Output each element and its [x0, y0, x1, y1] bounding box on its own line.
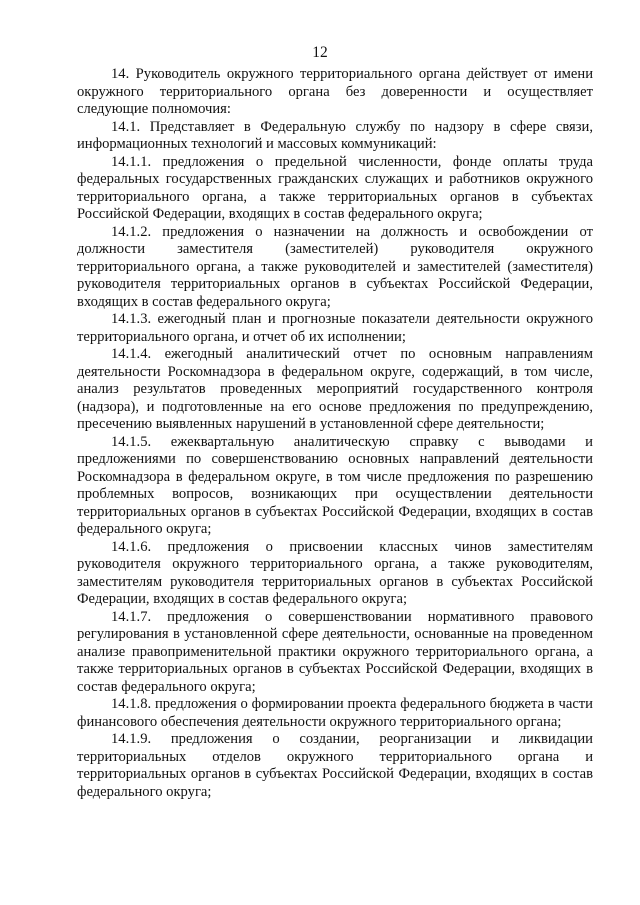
paragraph-14: 14. Руководитель окружного территориального органа действует от имени окружного территориального органа без доверенности и осуществляет следующие полномочия: — [77, 66, 593, 117]
paragraph-14-1-1: 14.1.1. предложения о предельной численности, фонде оплаты труда федеральных государственных гражданских служащих и работников окружного территориального органа, а также территориальных органов в субъектах Российской Федерации, входящих в состав федерального округа; — [77, 153, 593, 222]
paragraph-14-1-2: 14.1.2. предложения о назначении на должность и освобождении от должности заместителя (заместителей) руководителя окружного территориального органа, а также руководителей и заместителей (заместителя) руководителя территориальных органов в субъектах Российской Федерации, входящих в состав федерального округа; — [77, 223, 593, 310]
paragraph-14-1-6: 14.1.6. предложения о присвоении классных чинов заместителям руководителя окружного территориального органа, а также руководителям, заместителям руководителя территориальных органов в субъектах Российской Федерации, входящих в состав федерального округа; — [77, 538, 593, 607]
paragraph-14-1-9: 14.1.9. предложения о создании, реорганизации и ликвидации территориальных отделов окружного территориального органа и территориальных органов в субъектах Российской Федерации, входящих в состав федерального округа; — [77, 731, 593, 800]
document-body — [77, 66, 593, 801]
paragraph-14-1-7: 14.1.7. предложения о совершенствовании нормативного правового регулирования в установленной сфере деятельности, основанные на проведенном анализе правоприменительной практики окружного территориального органа, а также территориальных органов в субъектах Российской Федерации, входящих в состав федерального округа; — [77, 608, 593, 695]
paragraph-14-1-5: 14.1.5. ежеквартальную аналитическую справку с выводами и предложениями по совершенствованию основных направлений деятельности Роскомнадзора в федеральном округе, в том числе предложения по разрешению проблемных вопросов, возникающих при осуществлении деятельности территориальных органов в субъектах Российской Федерации, входящих в состав федерального округа; — [77, 433, 593, 537]
paragraph-14-1-8: 14.1.8. предложения о формировании проекта федерального бюджета в части финансового обеспечения деятельности окружного территориального органа; — [77, 696, 593, 730]
paragraph-14-1: 14.1. Представляет в Федеральную службу по надзору в сфере связи, информационных технологий и массовых коммуникаций: — [77, 118, 593, 152]
paragraph-14-1-4: 14.1.4. ежегодный аналитический отчет по основным направлениям деятельности Роскомнадзора в федеральном округе, содержащий, в том числе, анализ результатов проведенных мероприятий государственного контроля (надзора), и подготовленные на его основе предложения по предупреждению, пресечению выявленных нарушений в установленной сфере деятельности; — [77, 346, 593, 432]
page-number: 12 — [312, 44, 328, 61]
paragraph-14-1-3: 14.1.3. ежегодный план и прогнозные показатели деятельности окружного территориального органа, и отчет об их исполнении; — [77, 311, 593, 345]
